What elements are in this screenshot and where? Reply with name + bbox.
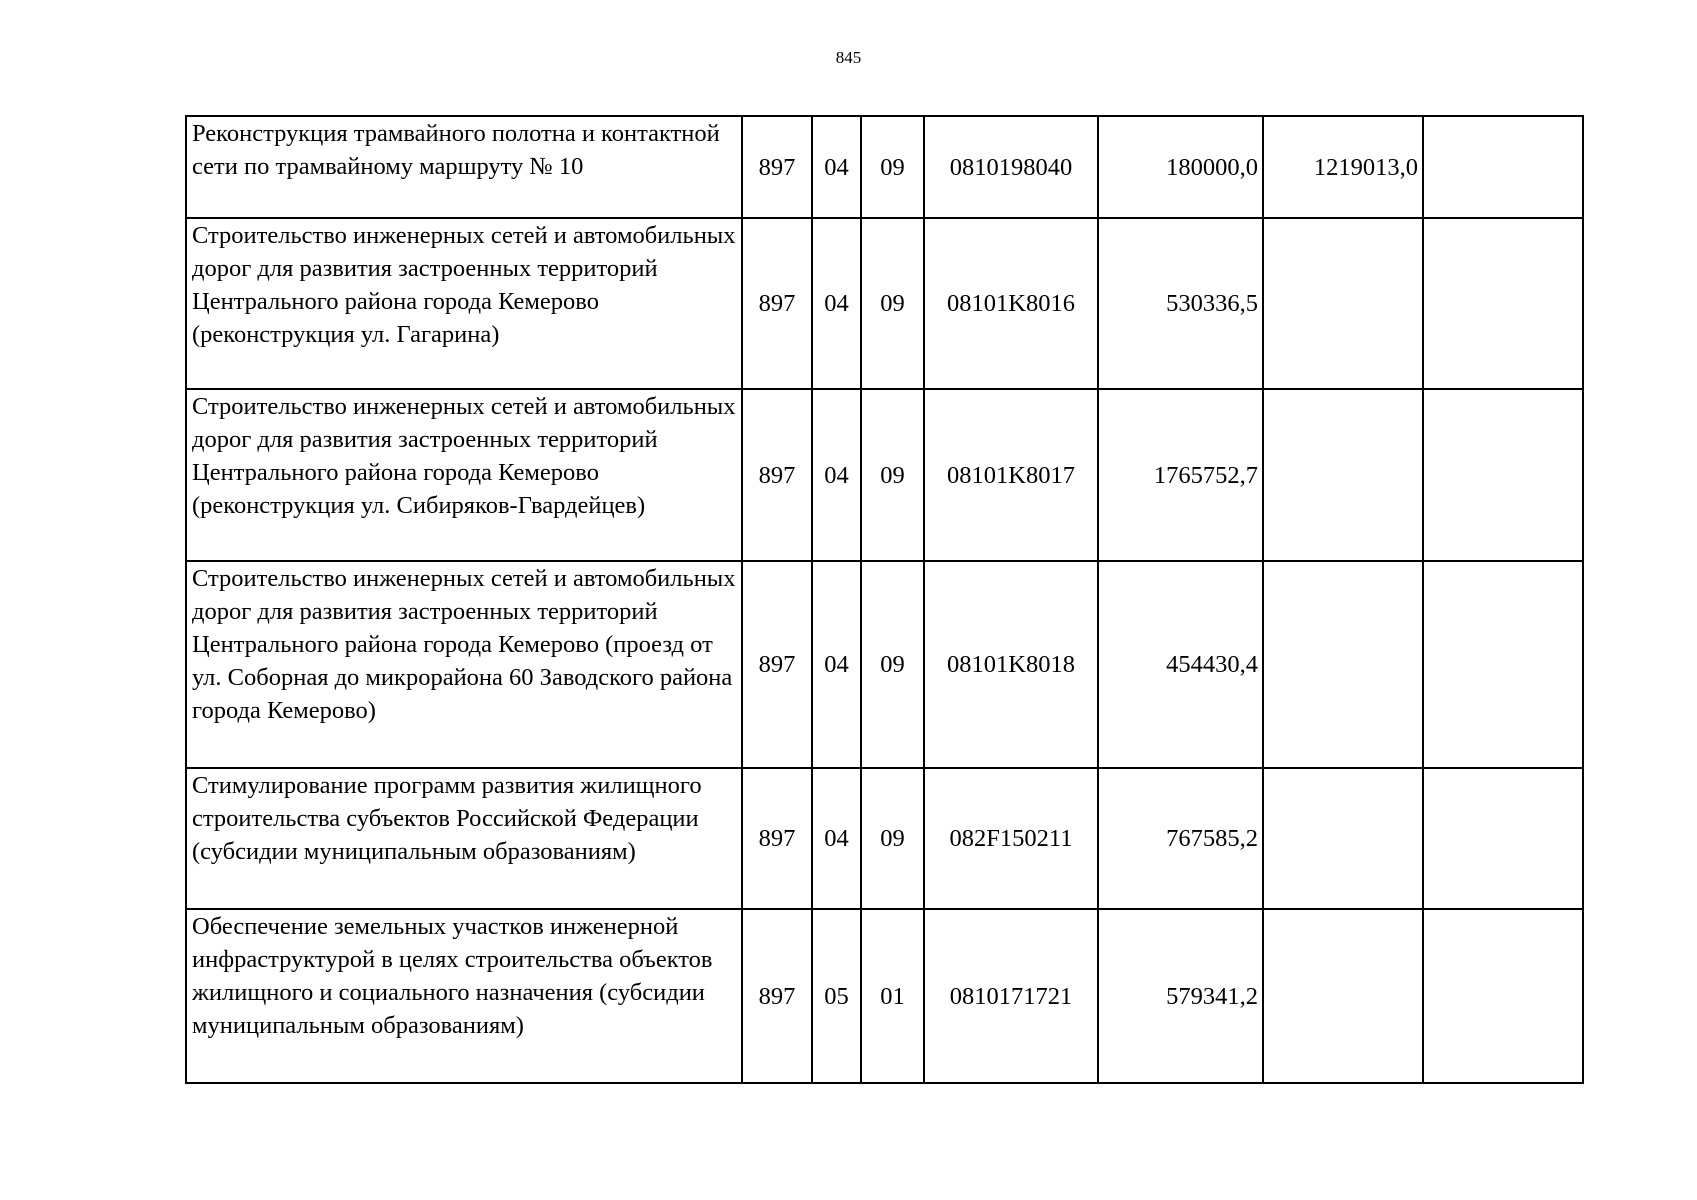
target-article-code: 0810171721 <box>924 909 1098 1083</box>
subsection-code: 09 <box>861 561 924 768</box>
amount-2 <box>1263 909 1423 1083</box>
row-name-cell <box>186 768 742 909</box>
section-code: 05 <box>812 909 861 1083</box>
subsection-code: 09 <box>861 218 924 389</box>
amount-3 <box>1423 909 1583 1083</box>
row-name-cell <box>186 909 742 1083</box>
amount-3 <box>1423 116 1583 218</box>
ved-code: 897 <box>742 909 812 1083</box>
ved-code: 897 <box>742 218 812 389</box>
table-row <box>186 561 1583 768</box>
section-code: 04 <box>812 561 861 768</box>
table-row <box>186 389 1583 561</box>
amount-2 <box>1263 768 1423 909</box>
amount-3 <box>1423 389 1583 561</box>
amount-2: 1219013,0 <box>1263 116 1423 218</box>
subsection-code: 09 <box>861 116 924 218</box>
ved-code: 897 <box>742 389 812 561</box>
section-code: 04 <box>812 116 861 218</box>
budget-table <box>185 115 1584 1084</box>
amount-2 <box>1263 561 1423 768</box>
amount-2 <box>1263 218 1423 389</box>
table-row <box>186 909 1583 1083</box>
table-row <box>186 116 1583 218</box>
table-row <box>186 218 1583 389</box>
row-name: Строительство инженерных сетей и автомобильных дорог для развития застроенных территорий Центрального района города Кемерово (реконструкция ул. Сибиряков-Гвардейцев) <box>192 393 736 519</box>
amount-3 <box>1423 768 1583 909</box>
row-name-cell <box>186 561 742 768</box>
amount-1: 454430,4 <box>1098 561 1263 768</box>
subsection-code: 09 <box>861 389 924 561</box>
row-name: Стимулирование программ развития жилищного строительства субъектов Российской Федерации (субсидии муниципальным образованиям) <box>192 772 702 865</box>
amount-3 <box>1423 218 1583 389</box>
target-article-code: 08101K8017 <box>924 389 1098 561</box>
subsection-code: 09 <box>861 768 924 909</box>
amount-1: 767585,2 <box>1098 768 1263 909</box>
ved-code: 897 <box>742 561 812 768</box>
amount-2 <box>1263 389 1423 561</box>
table-row <box>186 768 1583 909</box>
row-name: Строительство инженерных сетей и автомобильных дорог для развития застроенных территорий Центрального района города Кемерово (реконструкция ул. Гагарина) <box>192 222 736 348</box>
target-article-code: 082F150211 <box>924 768 1098 909</box>
section-code: 04 <box>812 218 861 389</box>
amount-3 <box>1423 561 1583 768</box>
subsection-code: 01 <box>861 909 924 1083</box>
row-name: Строительство инженерных сетей и автомобильных дорог для развития застроенных территорий Центрального района города Кемерово (проезд от ул. Соборная до микрорайона 60 Заводского района города Кемерово) <box>192 565 736 724</box>
row-name-cell <box>186 218 742 389</box>
ved-code: 897 <box>742 768 812 909</box>
amount-1: 180000,0 <box>1098 116 1263 218</box>
amount-1: 579341,2 <box>1098 909 1263 1083</box>
page-number: 845 <box>835 48 862 67</box>
section-code: 04 <box>812 389 861 561</box>
target-article-code: 0810198040 <box>924 116 1098 218</box>
row-name: Обеспечение земельных участков инженерной инфраструктурой в целях строительства объектов жилищного и социального назначения (субсидии муниципальным образованиям) <box>192 913 713 1039</box>
target-article-code: 08101K8016 <box>924 218 1098 389</box>
ved-code: 897 <box>742 116 812 218</box>
section-code: 04 <box>812 768 861 909</box>
amount-1: 1765752,7 <box>1098 389 1263 561</box>
row-name-cell <box>186 116 742 218</box>
amount-1: 530336,5 <box>1098 218 1263 389</box>
row-name: Реконструкция трамвайного полотна и контактной сети по трамвайному маршруту № 10 <box>192 120 720 180</box>
target-article-code: 08101K8018 <box>924 561 1098 768</box>
row-name-cell <box>186 389 742 561</box>
